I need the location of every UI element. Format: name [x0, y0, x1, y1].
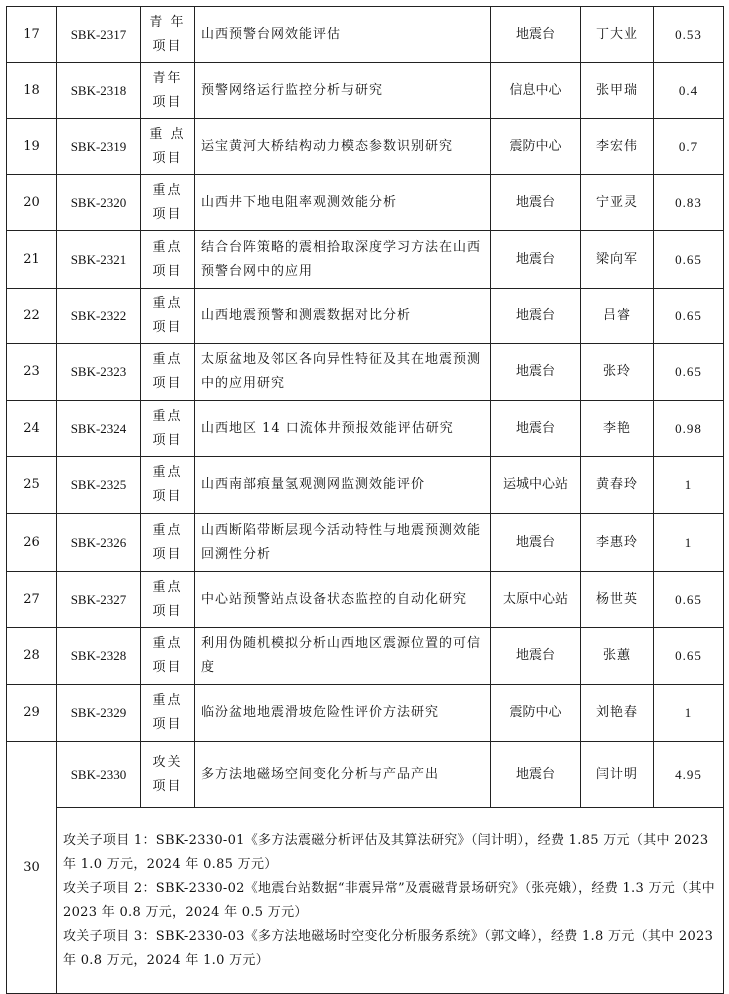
- row-number: 18: [7, 63, 57, 119]
- project-table-sheet: [6, 6, 724, 994]
- project-code-30: SBK-2330: [57, 742, 141, 808]
- project-unit: 地震台: [491, 344, 581, 401]
- table-row: [7, 457, 724, 514]
- table-row: [7, 63, 724, 119]
- table-row: [7, 628, 724, 685]
- row-number: 20: [7, 175, 57, 231]
- project-unit: 太原中心站: [491, 572, 581, 628]
- project-code: SBK-2318: [57, 63, 141, 119]
- project-fund: 0.65: [654, 289, 724, 344]
- project-unit: 运城中心站: [491, 457, 581, 514]
- project-type: [141, 514, 195, 572]
- project-type: [141, 119, 195, 175]
- project-name: 山西井下地电阻率观测效能分析: [195, 175, 491, 231]
- project-type-line: 重点: [152, 465, 183, 480]
- project-type-line: 项目: [152, 778, 183, 794]
- table-row: [7, 685, 724, 742]
- project-code: SBK-2329: [57, 685, 141, 742]
- table-row: [7, 514, 724, 572]
- project-type-line: 项目: [152, 432, 183, 448]
- project-code: SBK-2321: [57, 231, 141, 289]
- table-row: [7, 119, 724, 175]
- project-fund: 0.4: [654, 63, 724, 119]
- project-type: [141, 289, 195, 344]
- project-type-line: 项目: [152, 263, 183, 279]
- table-row: [7, 175, 724, 231]
- sub-project-1: 攻关子项目 1：SBK-2330-01《多方法震磁分析评估及其算法研究》（闫计明），经费 1.85 万元（其中 2023 年 1.0 万元，2024 年 0.85 万元）: [63, 832, 709, 872]
- project-unit: 地震台: [491, 289, 581, 344]
- project-leader: 李惠玲: [581, 514, 654, 572]
- project-type: [141, 628, 195, 685]
- project-table: [6, 6, 724, 994]
- row-number: 26: [7, 514, 57, 572]
- project-fund: 0.65: [654, 231, 724, 289]
- project-type-line: 青 年: [149, 14, 186, 30]
- project-leader-30: 闫计明: [581, 742, 654, 808]
- table-row: [7, 572, 724, 628]
- project-type: [141, 344, 195, 401]
- row-number: 19: [7, 119, 57, 175]
- table-row: [7, 7, 724, 63]
- row-number: 22: [7, 289, 57, 344]
- project-unit: 地震台: [491, 231, 581, 289]
- project-type: [141, 231, 195, 289]
- sub-project-2: 攻关子项目 2：SBK-2330-02《地震台站数据“非震异常”及震磁背景场研究》（张亮娥），经费 1.3 万元（其中 2023 年 0.8 万元，2024 年 0.5 万元）: [63, 880, 715, 920]
- project-name: 运宝黄河大桥结构动力模态参数识别研究: [195, 119, 491, 175]
- table-row-30: [7, 742, 724, 808]
- project-type-line: 项目: [152, 320, 183, 335]
- row-number: 25: [7, 457, 57, 514]
- table-row: [7, 231, 724, 289]
- table-row: [7, 401, 724, 457]
- project-type: [141, 63, 195, 119]
- project-code: SBK-2324: [57, 401, 141, 457]
- project-unit: 地震台: [491, 514, 581, 572]
- project-type-30: [141, 742, 195, 808]
- project-type-line: 项目: [152, 489, 183, 504]
- project-leader: 吕睿: [581, 289, 654, 344]
- project-leader: 张蕙: [581, 628, 654, 685]
- project-code: SBK-2327: [57, 572, 141, 628]
- project-name: 结合台阵策略的震相拾取深度学习方法在山西预警台网中的应用: [195, 231, 491, 289]
- project-leader: 李宏伟: [581, 119, 654, 175]
- project-type-line: 重 点: [149, 126, 186, 142]
- project-type: [141, 7, 195, 63]
- project-leader: 杨世英: [581, 572, 654, 628]
- project-code: SBK-2325: [57, 457, 141, 514]
- project-type-line: 项目: [152, 38, 183, 54]
- project-name: 山西南部痕量氢观测网监测效能评价: [195, 457, 491, 514]
- project-fund: 0.65: [654, 628, 724, 685]
- project-unit-30: 地震台: [491, 742, 581, 808]
- project-unit: 地震台: [491, 401, 581, 457]
- project-unit: 地震台: [491, 628, 581, 685]
- project-unit: 震防中心: [491, 685, 581, 742]
- project-type-line: 项目: [152, 603, 183, 619]
- project-type-line: 重点: [152, 182, 183, 198]
- project-fund: 0.53: [654, 7, 724, 63]
- project-type-line: 重点: [152, 352, 183, 367]
- project-type-line: 项目: [152, 150, 183, 166]
- project-type-line: 重点: [152, 296, 183, 311]
- project-fund: 0.7: [654, 119, 724, 175]
- project-type-line: 重点: [152, 636, 183, 651]
- project-type: [141, 457, 195, 514]
- project-type: [141, 401, 195, 457]
- project-code: SBK-2328: [57, 628, 141, 685]
- sub-project-3: 攻关子项目 3：SBK-2330-03《多方法地磁场时空变化分析服务系统》（郭文峰），经费 1.8 万元（其中 2023 年 0.8 万元，2024 年 1.0 万元）: [63, 928, 714, 968]
- project-type-line: 项目: [152, 376, 183, 391]
- project-type-line: 重点: [152, 239, 183, 255]
- project-leader: 刘艳春: [581, 685, 654, 742]
- sub-projects-cell: [57, 808, 724, 994]
- project-type: [141, 572, 195, 628]
- project-type-line: 青年: [152, 70, 183, 86]
- row-number: 21: [7, 231, 57, 289]
- project-unit: 信息中心: [491, 63, 581, 119]
- project-leader: 丁大业: [581, 7, 654, 63]
- project-name: 山西地区 14 口流体井预报效能评估研究: [195, 401, 491, 457]
- project-type-line: 攻关: [152, 754, 183, 770]
- row-number: 27: [7, 572, 57, 628]
- row-number: 23: [7, 344, 57, 401]
- project-name: 山西断陷带断层现今活动特性与地震预测效能回溯性分析: [195, 514, 491, 572]
- project-code: SBK-2317: [57, 7, 141, 63]
- project-leader: 黄春玲: [581, 457, 654, 514]
- sub-projects-row: [7, 808, 724, 994]
- table-row: [7, 344, 724, 401]
- project-type-line: 重点: [152, 522, 183, 538]
- project-type-line: 项目: [152, 94, 183, 110]
- project-unit: 震防中心: [491, 119, 581, 175]
- project-type: [141, 175, 195, 231]
- project-fund-30: 4.95: [654, 742, 724, 808]
- project-code: SBK-2322: [57, 289, 141, 344]
- project-fund: 1: [654, 514, 724, 572]
- project-name-30: 多方法地磁场空间变化分析与产品产出: [195, 742, 491, 808]
- project-type: [141, 685, 195, 742]
- project-name: 太原盆地及邻区各向异性特征及其在地震预测中的应用研究: [195, 344, 491, 401]
- project-code: SBK-2323: [57, 344, 141, 401]
- table-row: [7, 289, 724, 344]
- table-body: [7, 7, 724, 742]
- project-unit: 地震台: [491, 7, 581, 63]
- project-type-line: 项目: [152, 546, 183, 562]
- project-name: 利用伪随机模拟分析山西地区震源位置的可信度: [195, 628, 491, 685]
- project-code: SBK-2319: [57, 119, 141, 175]
- project-leader: 梁向军: [581, 231, 654, 289]
- row-number: 28: [7, 628, 57, 685]
- row-number-30: 30: [7, 742, 57, 994]
- project-type-line: 项目: [152, 717, 183, 732]
- project-leader: 张甲瑞: [581, 63, 654, 119]
- project-fund: 0.65: [654, 344, 724, 401]
- project-fund: 1: [654, 685, 724, 742]
- project-fund: 0.65: [654, 572, 724, 628]
- project-leader: 李艳: [581, 401, 654, 457]
- project-type-line: 项目: [152, 206, 183, 222]
- project-fund: 1: [654, 457, 724, 514]
- project-code: SBK-2320: [57, 175, 141, 231]
- project-leader: 宁亚灵: [581, 175, 654, 231]
- project-type-line: 项目: [152, 660, 183, 675]
- row-30-group: [7, 742, 724, 994]
- project-leader: 张玲: [581, 344, 654, 401]
- row-number: 17: [7, 7, 57, 63]
- project-name: 山西预警台网效能评估: [195, 7, 491, 63]
- project-code: SBK-2326: [57, 514, 141, 572]
- row-number: 29: [7, 685, 57, 742]
- project-fund: 0.83: [654, 175, 724, 231]
- project-type-line: 重点: [152, 408, 183, 424]
- project-name: 中心站预警站点设备状态监控的自动化研究: [195, 572, 491, 628]
- project-name: 临汾盆地地震滑坡危险性评价方法研究: [195, 685, 491, 742]
- project-fund: 0.98: [654, 401, 724, 457]
- project-name: 山西地震预警和测震数据对比分析: [195, 289, 491, 344]
- project-type-line: 重点: [152, 579, 183, 595]
- project-unit: 地震台: [491, 175, 581, 231]
- row-number: 24: [7, 401, 57, 457]
- project-type-line: 重点: [152, 693, 183, 708]
- project-name: 预警网络运行监控分析与研究: [195, 63, 491, 119]
